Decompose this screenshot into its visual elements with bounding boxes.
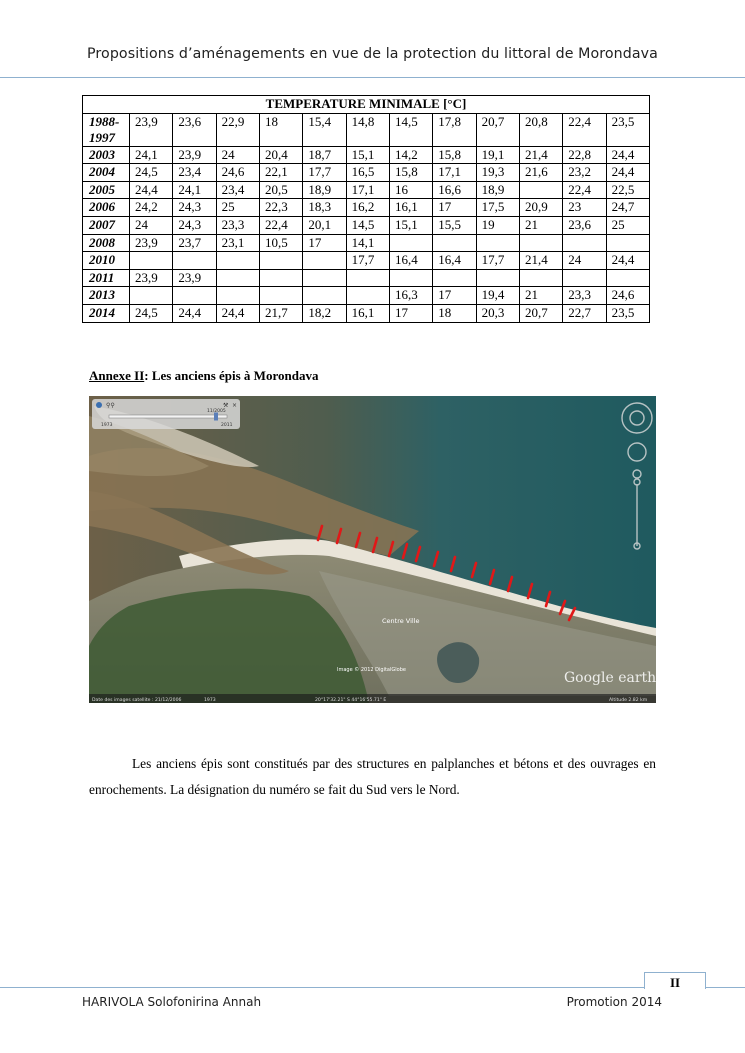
temperature-cell: 23,9 (130, 113, 173, 146)
temperature-cell (433, 269, 476, 287)
year-cell: 2006 (83, 199, 130, 217)
table-row (83, 113, 650, 146)
temperature-cell: 25 (216, 199, 259, 217)
temperature-cell: 18,9 (476, 181, 519, 199)
temperature-cell: 18 (433, 304, 476, 322)
temperature-cell: 17 (389, 304, 432, 322)
year-cell: 2008 (83, 234, 130, 252)
temperature-cell (519, 234, 562, 252)
temperature-cell: 15,4 (303, 113, 346, 146)
temperature-cell: 15,8 (389, 164, 432, 182)
temperature-cell: 24,3 (173, 199, 216, 217)
time-slider-end: 2011 (221, 423, 233, 428)
status-coordinates: 20°17'32.21" S 44°16'55.71" E (315, 698, 387, 703)
temperature-cell (303, 252, 346, 270)
footer-author: HARIVOLA Solofonirina Annah (82, 995, 262, 1009)
temperature-cell: 20,7 (519, 304, 562, 322)
temperature-cell: 19,3 (476, 164, 519, 182)
temperature-cell: 24,3 (173, 216, 216, 234)
table-row (83, 304, 650, 322)
wrench-icon[interactable]: ⚒ (223, 402, 229, 409)
temperature-cell: 20,9 (519, 199, 562, 217)
table-row (83, 234, 650, 252)
temperature-cell: 24 (563, 252, 606, 270)
image-copyright: Image © 2012 DigitalGlobe (337, 667, 406, 673)
table-body (83, 113, 650, 322)
year-cell: 1988-1997 (83, 113, 130, 146)
temperature-cell: 18,2 (303, 304, 346, 322)
temperature-cell: 16,5 (346, 164, 389, 182)
temperature-cell (606, 269, 649, 287)
temperature-cell: 24,4 (606, 252, 649, 270)
min-temperature-table (82, 95, 650, 323)
temperature-cell (130, 287, 173, 305)
temperature-cell: 21,7 (259, 304, 302, 322)
temperature-cell (346, 269, 389, 287)
temperature-cell (173, 252, 216, 270)
annex-label: Annexe II (89, 368, 145, 383)
temperature-cell: 24,6 (216, 164, 259, 182)
temperature-cell: 16,1 (346, 304, 389, 322)
temperature-cell: 22,4 (259, 216, 302, 234)
zoom-icon[interactable]: ⚲⚲ (106, 402, 115, 409)
temperature-cell: 22,3 (259, 199, 302, 217)
temperature-cell: 18,9 (303, 181, 346, 199)
temperature-cell: 17,1 (433, 164, 476, 182)
temperature-cell: 24,4 (130, 181, 173, 199)
status-year: 1973 (204, 698, 216, 703)
temperature-cell: 23,9 (130, 234, 173, 252)
temperature-cell: 21,6 (519, 164, 562, 182)
temperature-cell: 23,9 (173, 146, 216, 164)
table-row (83, 199, 650, 217)
temperature-cell (389, 234, 432, 252)
close-icon[interactable]: × (232, 402, 238, 409)
year-cell: 2007 (83, 216, 130, 234)
temperature-cell: 20,5 (259, 181, 302, 199)
temperature-cell: 14,5 (346, 216, 389, 234)
temperature-cell: 23 (563, 199, 606, 217)
temperature-cell: 15,1 (389, 216, 432, 234)
temperature-cell: 24,4 (606, 164, 649, 182)
year-cell: 2014 (83, 304, 130, 322)
table-row (83, 146, 650, 164)
temperature-cell (563, 269, 606, 287)
temperature-cell (433, 234, 476, 252)
temperature-cell: 24,4 (606, 146, 649, 164)
temperature-cell: 23,4 (216, 181, 259, 199)
temperature-cell (303, 269, 346, 287)
temperature-cell: 22,9 (216, 113, 259, 146)
temperature-cell: 21 (519, 216, 562, 234)
temperature-cell: 24,4 (216, 304, 259, 322)
temperature-cell: 20,4 (259, 146, 302, 164)
table-row (83, 181, 650, 199)
temperature-cell: 17,7 (303, 164, 346, 182)
temperature-cell (216, 252, 259, 270)
temperature-cell: 22,4 (563, 113, 606, 146)
temperature-cell: 20,8 (519, 113, 562, 146)
table-row (83, 252, 650, 270)
temperature-cell: 14,5 (389, 113, 432, 146)
temperature-cell: 19,4 (476, 287, 519, 305)
year-cell: 2003 (83, 146, 130, 164)
temperature-cell (606, 234, 649, 252)
temperature-cell: 20,1 (303, 216, 346, 234)
table-row (83, 216, 650, 234)
temperature-cell: 23,9 (130, 269, 173, 287)
time-slider-track[interactable] (109, 415, 227, 418)
temperature-cell: 22,7 (563, 304, 606, 322)
year-cell: 2010 (83, 252, 130, 270)
year-cell: 2013 (83, 287, 130, 305)
temperature-cell: 18,3 (303, 199, 346, 217)
temperature-cell: 23,2 (563, 164, 606, 182)
temperature-cell: 21,4 (519, 252, 562, 270)
temperature-cell: 16,4 (389, 252, 432, 270)
temperature-cell: 20,3 (476, 304, 519, 322)
globe-icon[interactable] (96, 402, 102, 408)
temperature-cell: 24,5 (130, 304, 173, 322)
temperature-cell (259, 287, 302, 305)
temperature-cell: 19,1 (476, 146, 519, 164)
temperature-cell: 16,2 (346, 199, 389, 217)
satellite-image-groynes (89, 396, 656, 703)
annex-heading (89, 368, 318, 384)
temperature-cell: 15,1 (346, 146, 389, 164)
temperature-cell: 23,1 (216, 234, 259, 252)
temperature-cell: 23,6 (563, 216, 606, 234)
footer-divider (0, 987, 745, 988)
footer-promotion: Promotion 2014 (566, 995, 662, 1009)
google-earth-logo: Google earth (564, 670, 656, 686)
temperature-cell: 22,4 (563, 181, 606, 199)
temperature-cell: 24,4 (173, 304, 216, 322)
temperature-cell: 17,7 (476, 252, 519, 270)
annex-title: : Les anciens épis à Morondava (144, 368, 319, 383)
temperature-cell: 24 (130, 216, 173, 234)
temperature-cell: 15,5 (433, 216, 476, 234)
table-title: TEMPERATURE MINIMALE [°C] (83, 96, 650, 114)
status-altitude: Altitude 2.82 km (609, 698, 648, 703)
temperature-cell: 24,2 (130, 199, 173, 217)
page-header-title: Propositions d’aménagements en vue de la protection du littoral de Morondava (87, 46, 658, 62)
year-cell: 2011 (83, 269, 130, 287)
temperature-cell: 24,6 (606, 287, 649, 305)
temperature-cell: 17 (303, 234, 346, 252)
temperature-cell: 23,7 (173, 234, 216, 252)
temperature-cell: 18,7 (303, 146, 346, 164)
temperature-cell (476, 269, 519, 287)
header-divider (0, 77, 745, 78)
temperature-cell: 14,1 (346, 234, 389, 252)
temperature-cell: 23,3 (563, 287, 606, 305)
temperature-cell (216, 269, 259, 287)
temperature-cell (259, 269, 302, 287)
year-cell: 2005 (83, 181, 130, 199)
temperature-cell: 16,6 (433, 181, 476, 199)
temperature-cell: 14,8 (346, 113, 389, 146)
temperature-cell (130, 252, 173, 270)
table-title-row (83, 96, 650, 114)
temperature-cell: 25 (606, 216, 649, 234)
temperature-cell: 15,8 (433, 146, 476, 164)
temperature-cell (259, 252, 302, 270)
temperature-cell (303, 287, 346, 305)
temperature-cell: 16,4 (433, 252, 476, 270)
temperature-cell: 17,8 (433, 113, 476, 146)
temperature-cell: 23,4 (173, 164, 216, 182)
temperature-cell: 16,3 (389, 287, 432, 305)
temperature-cell: 22,1 (259, 164, 302, 182)
page-number: II (644, 972, 706, 989)
body-paragraph (89, 751, 656, 803)
table-row (83, 269, 650, 287)
time-slider-start: 1973 (101, 423, 113, 428)
table-row (83, 287, 650, 305)
temperature-cell: 24,1 (130, 146, 173, 164)
temperature-cell: 23,9 (173, 269, 216, 287)
temperature-cell: 18 (259, 113, 302, 146)
temperature-cell (346, 287, 389, 305)
temperature-cell: 24 (216, 146, 259, 164)
temperature-cell: 24,7 (606, 199, 649, 217)
temperature-cell: 16,1 (389, 199, 432, 217)
temperature-cell: 17,5 (476, 199, 519, 217)
temperature-cell: 14,2 (389, 146, 432, 164)
temperature-cell: 23,3 (216, 216, 259, 234)
city-label: Centre Ville (382, 617, 420, 625)
temperature-cell: 24,5 (130, 164, 173, 182)
temperature-cell: 16 (389, 181, 432, 199)
time-slider-panel[interactable] (92, 399, 240, 429)
temperature-cell: 19 (476, 216, 519, 234)
temperature-cell: 10,5 (259, 234, 302, 252)
temperature-cell (476, 234, 519, 252)
temperature-cell (216, 287, 259, 305)
temperature-cell (519, 269, 562, 287)
temperature-cell: 21,4 (519, 146, 562, 164)
temperature-cell: 23,6 (173, 113, 216, 146)
temperature-cell (389, 269, 432, 287)
temperature-cell: 17 (433, 199, 476, 217)
temperature-cell: 20,7 (476, 113, 519, 146)
temperature-cell: 17 (433, 287, 476, 305)
temperature-cell (173, 287, 216, 305)
temperature-cell: 23,5 (606, 304, 649, 322)
temperature-cell: 24,1 (173, 181, 216, 199)
temperature-cell: 23,5 (606, 113, 649, 146)
year-cell: 2004 (83, 164, 130, 182)
table-row (83, 164, 650, 182)
status-imagery-date: Date des images satellite : 21/12/2006 (92, 698, 182, 703)
temperature-cell: 22,5 (606, 181, 649, 199)
time-slider-current: 11/2005 (207, 409, 226, 414)
temperature-cell (563, 234, 606, 252)
body-paragraph-text: Les anciens épis sont constitués par des structures en palplanches et bétons et des ouvrages en enrochements. La désignation du numéro se fait du Sud vers le Nord. (89, 756, 656, 797)
temperature-cell (519, 181, 562, 199)
temperature-cell: 22,8 (563, 146, 606, 164)
temperature-cell: 17,1 (346, 181, 389, 199)
temperature-cell: 21 (519, 287, 562, 305)
temperature-cell: 17,7 (346, 252, 389, 270)
